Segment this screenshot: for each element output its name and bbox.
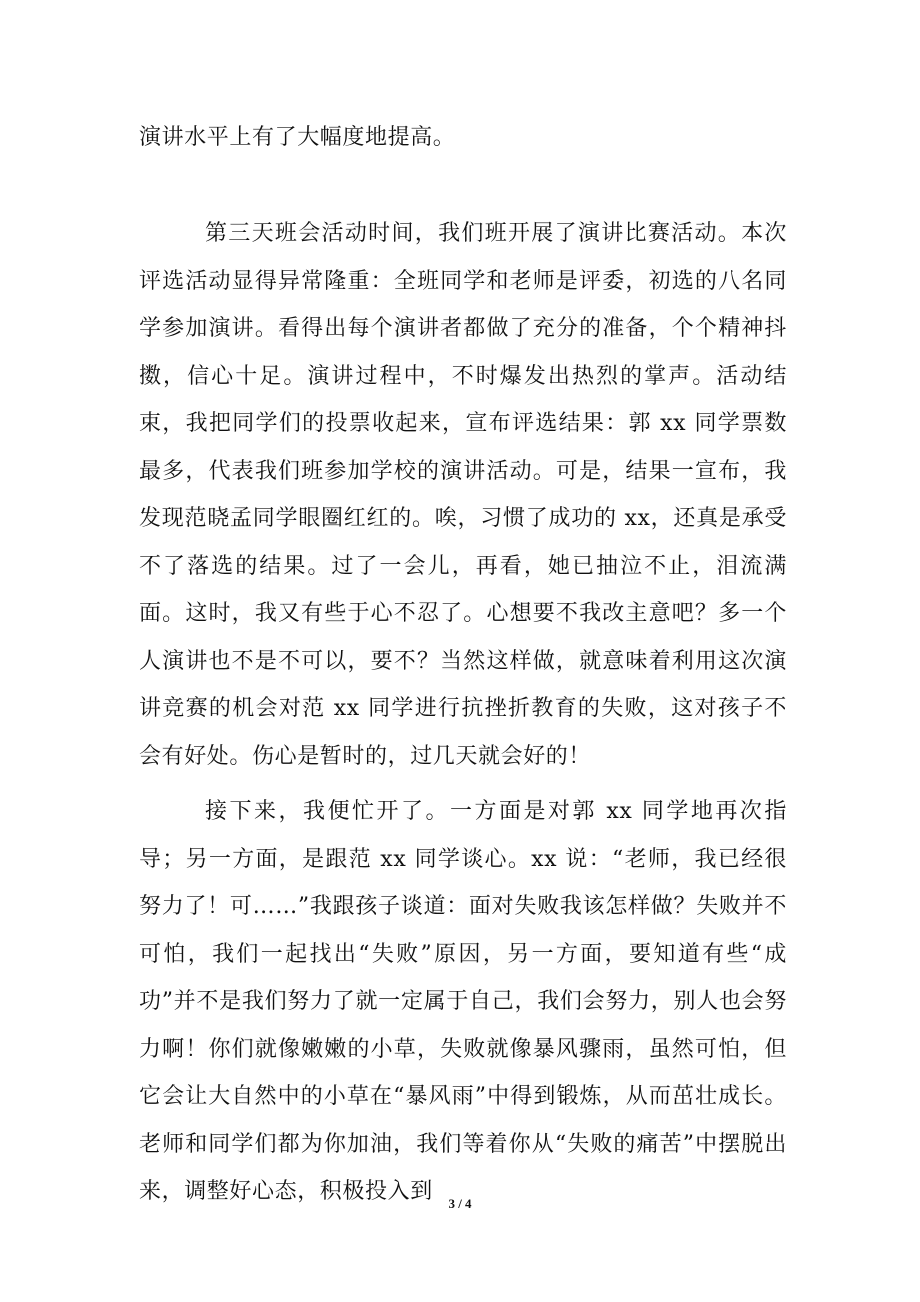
paragraph-1: 演讲水平上有了大幅度地提高。 bbox=[139, 125, 456, 150]
paragraph-3: 接下来，我便忙开了。一方面是对郭 xx 同学地再次指导；另一方面，是跟范 xx 同学谈心。xx 说：“老师，我已经很努力了！可……”我跟孩子谈道：面对失败我该怎样做？失败并不可怕，我们一起找出“失败”原因，另一方面，要知道有些“成功”并不是我们努力了就一定属于自己，我们会努力，别人也会努力啊！你们就像嫩嫩的小草，失败就像暴风骤雨，虽然可怕，但它会让大自然中的小草在“暴风雨”中得到锻炼，从而茁壮成长。老师和同学们都为你加油，我们等着你从“失败的痛苦”中摆脱出来，调整好心态，积极投入到 bbox=[139, 799, 787, 1204]
paragraph-2: 第三天班会活动时间，我们班开展了演讲比赛活动。本次评选活动显得异常隆重：全班同学和老师是评委，初选的八名同学参加演讲。看得出每个演讲者都做了充分的准备，个个精神抖擞，信心十足。演讲过程中，不时爆发出热烈的掌声。活动结束，我把同学们的投票收起来，宣布评选结果：郭 xx 同学票数最多，代表我们班参加学校的演讲活动。可是，结果一宣布，我发现范晓孟同学眼圈红红的。唉，习惯了成功的 xx，还真是承受不了落选的结果。过了一会儿，再看，她已抽泣不止，泪流满面。这时，我又有些于心不忍了。心想要不我改主意吧？多一个人演讲也不是不可以，要不？当然这样做，就意味着利用这次演讲竞赛的机会对范 xx 同学进行抗挫折教育的失败，这对孩子不会有好处。伤心是暂时的，过几天就会好的！ bbox=[139, 221, 787, 769]
page-number: 3 / 4 bbox=[448, 1196, 472, 1211]
